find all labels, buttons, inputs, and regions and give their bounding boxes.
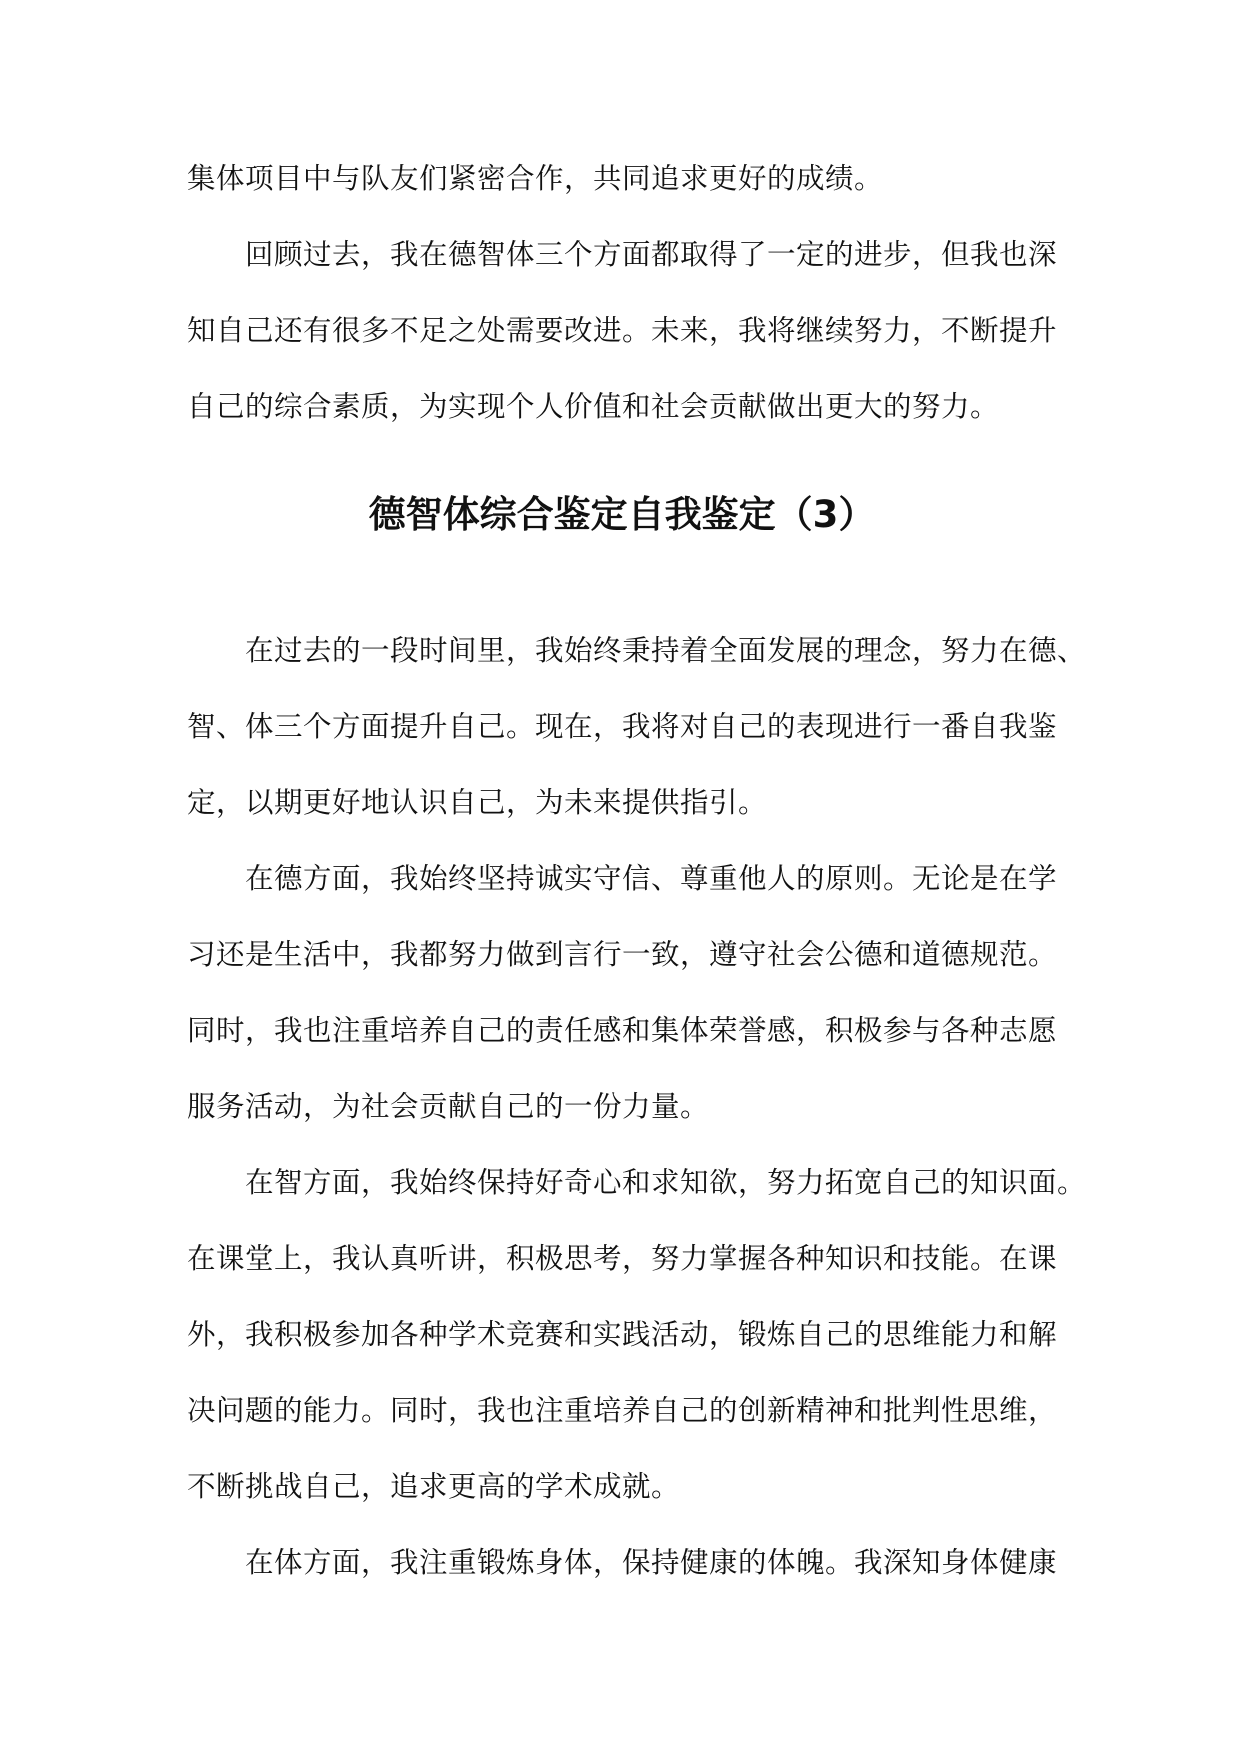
section-title: 德智体综合鉴定自我鉴定（3） bbox=[368, 493, 876, 536]
text-line: 知自己还有很多不足之处需要改进。未来，我将继续努力，不断提升 bbox=[187, 314, 1058, 347]
text-line: 不断挑战自己，追求更高的学术成就。 bbox=[187, 1470, 681, 1503]
paragraph-intellect bbox=[187, 1145, 1087, 1525]
text-line: 回顾过去，我在德智体三个方面都取得了一定的进步，但我也深 bbox=[245, 238, 1058, 271]
text-line: 在课堂上，我认真听讲，积极思考，努力掌握各种知识和技能。在课 bbox=[187, 1242, 1058, 1275]
paragraph-review bbox=[187, 217, 1057, 445]
text-line: 集体项目中与队友们紧密合作，共同追求更好的成绩。 bbox=[187, 162, 884, 195]
paragraph-intro bbox=[187, 613, 1087, 841]
paragraph-continuation bbox=[187, 141, 1057, 217]
paragraph-physical bbox=[187, 1525, 1057, 1601]
text-line: 决问题的能力。同时，我也注重培养自己的创新精神和批判性思维， bbox=[187, 1394, 1058, 1427]
text-line: 习还是生活中，我都努力做到言行一致，遵守社会公德和道德规范。 bbox=[187, 938, 1058, 971]
document-body bbox=[187, 141, 1087, 1601]
text-line: 在智方面，我始终保持好奇心和求知欲，努力拓宽自己的知识面。 bbox=[245, 1166, 1087, 1199]
text-line: 在过去的一段时间里，我始终秉持着全面发展的理念，努力在德、 bbox=[245, 634, 1087, 667]
text-line: 智、体三个方面提升自己。现在，我将对自己的表现进行一番自我鉴 bbox=[187, 710, 1058, 743]
text-line: 定，以期更好地认识自己，为未来提供指引。 bbox=[187, 786, 768, 819]
text-line: 外，我积极参加各种学术竞赛和实践活动，锻炼自己的思维能力和解 bbox=[187, 1318, 1058, 1351]
paragraph-morality bbox=[187, 841, 1057, 1145]
text-line: 同时，我也注重培养自己的责任感和集体荣誉感，积极参与各种志愿 bbox=[187, 1014, 1058, 1047]
text-line: 在德方面，我始终坚持诚实守信、尊重他人的原则。无论是在学 bbox=[245, 862, 1058, 895]
text-line: 在体方面，我注重锻炼身体，保持健康的体魄。我深知身体健康 bbox=[245, 1546, 1058, 1579]
text-line: 自己的综合素质，为实现个人价值和社会贡献做出更大的努力。 bbox=[187, 390, 1000, 423]
text-line: 服务活动，为社会贡献自己的一份力量。 bbox=[187, 1090, 710, 1123]
